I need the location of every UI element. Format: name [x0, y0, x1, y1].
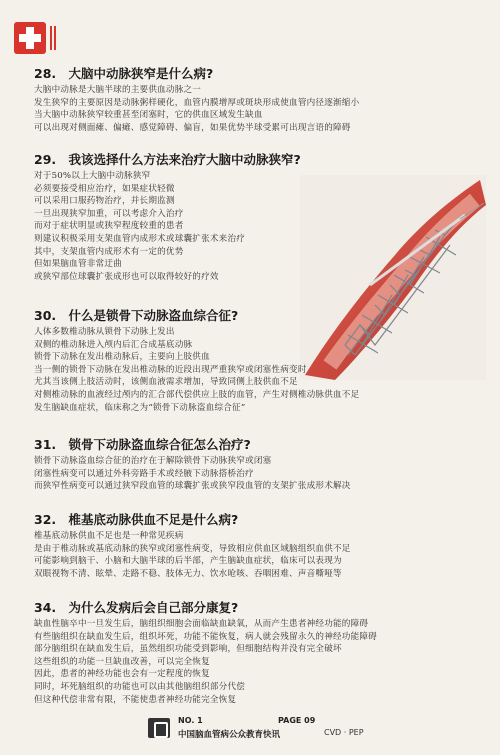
answer-line: 则建议积极采用支架血管内成形术或球囊扩张术来治疗	[34, 233, 246, 244]
answer-line: 可以出现对侧面瘫、偏瘫、感觉障碍、偏盲，如果优势半球受累可出现言语的障碍	[34, 122, 351, 133]
answer-line: 发生狭窄的主要原因是动脉粥样硬化，血管内膜增厚或斑块形成使血管内径逐渐缩小	[34, 97, 360, 108]
question-number: 34.	[34, 600, 57, 615]
answer-line: 同时，坏死脑组织的功能也可以由其他脑组织部分代偿	[34, 681, 246, 692]
answer-line: 可以采用口服药物治疗，并长期监测	[34, 196, 175, 207]
answer-line: 这些组织的功能一旦缺血改善，可以完全恢复	[34, 656, 210, 667]
answer-line: 但如果脑血管非常迂曲	[34, 259, 122, 270]
question-text: 为什么发病后会自己部分康复?	[68, 600, 239, 615]
answer-line: 当大脑中动脉狭窄较重甚至闭塞时，它的供血区域发生缺血	[34, 110, 263, 121]
answer-line: 锁骨下动脉盗血综合征的治疗在于解除锁骨下动脉狭窄或闭塞	[34, 456, 272, 466]
question-text: 锁骨下动脉盗血综合征怎么治疗?	[68, 437, 251, 452]
question-number: 31.	[34, 437, 57, 452]
question-title	[34, 64, 474, 82]
question-text: 大脑中动脉狭窄是什么病?	[68, 66, 214, 81]
question-title	[34, 306, 474, 324]
answer-line: 是由于椎动脉或基底动脉的狭窄或闭塞性病变，导致相应供血区域脑组织血供不足	[34, 543, 351, 554]
answer-line: 双侧的椎动脉进入颅内后汇合成基底动脉	[34, 339, 193, 350]
answer-line: 大脑中动脉是大脑半球的主要供血动脉之一	[34, 85, 202, 95]
publication-icon	[148, 718, 170, 738]
question-number: 30.	[34, 308, 57, 323]
question-number: 32.	[34, 512, 57, 527]
answer-line: 部分脑组织在缺血发生后，虽然组织功能受到影响，但细胞结构并没有完全破坏	[34, 644, 342, 655]
question-text: 我该选择什么方法来治疗大脑中动脉狭窄?	[68, 152, 301, 167]
publication-suffix: CVD · PEP	[324, 728, 364, 737]
question-text: 什么是锁骨下动脉盗血综合征?	[68, 308, 239, 323]
answer-line: 闭塞性病变可以通过外科旁路手术或经腋下动脉搭桥治疗	[34, 468, 254, 479]
question-text: 椎基底动脉供血不足是什么病?	[68, 512, 239, 527]
question-number: 29.	[34, 152, 57, 167]
answer-line: 人体多数椎动脉从锁骨下动脉上发出	[34, 327, 175, 337]
answer-line: 其中，支架血管内成形术有一定的优势	[34, 246, 184, 257]
question-title	[34, 510, 474, 528]
question-number: 28.	[34, 66, 57, 81]
answer-line: 而狭窄性病变可以通过狭窄段血管的球囊扩张或狭窄段血管的支架扩张成形术解决	[34, 481, 351, 492]
logo-stripes	[50, 26, 58, 50]
answer-line: 双眼视物不清、眩晕、走路不稳、肢体无力、饮水呛咳、吞咽困难、声音嘶哑等	[34, 568, 342, 579]
publication-title: 中国脑血管病公众教育快讯	[178, 730, 281, 740]
answer-line: 尤其当该侧上肢活动时，该侧血液需求增加，导致同侧上肢供血不足	[34, 377, 298, 388]
page-footer	[148, 716, 408, 744]
question-title	[34, 435, 474, 453]
question-title	[34, 598, 474, 616]
answer-line: 锁骨下动脉在发出椎动脉后，主要向上肢供血	[34, 352, 210, 363]
page-number: PAGE 09	[278, 716, 316, 725]
red-cross-logo	[14, 22, 46, 54]
issue-number: NO. 1	[178, 716, 203, 725]
answer-line: 缺血性脑卒中一旦发生后，脑组织细胞会面临缺血缺氧，从而产生患者神经功能的障碍	[34, 619, 369, 629]
answer-line: 有些脑组织在缺血发生后，组织坏死，功能不能恢复，病人就会残留永久的神经功能障碍	[34, 631, 377, 642]
answer-line: 对于50%以上大脑中动脉狭窄	[34, 171, 151, 181]
section-28	[34, 64, 474, 134]
question-title	[34, 150, 474, 168]
answer-line: 因此，患者的神经功能也会有一定程度的恢复	[34, 669, 210, 680]
answer-line: 椎基底动脉供血不足也是一种常见疾病	[34, 531, 184, 541]
section-30	[34, 306, 474, 414]
answer-line: 一旦出现狭窄加重，可以考虑介入治疗	[34, 208, 184, 219]
answer-line: 发生脑缺血症状，临床称之为“锁骨下动脉盗血综合征”	[34, 402, 246, 413]
section-32	[34, 510, 474, 580]
section-31	[34, 435, 474, 493]
answer-line: 必须要接受相应治疗，如果症状轻微	[34, 183, 175, 194]
answer-line: 可能影响到脑干、小脑和大脑半球的后半部，产生脑缺血症状，临床可以表现为	[34, 556, 342, 567]
answer-line: 但这种代偿非常有限，不能使患者神经功能完全恢复	[34, 694, 237, 705]
answer-line: 而对于症状明显或狭窄程度较重的患者	[34, 221, 184, 232]
answer-line: 或狭窄部位球囊扩张成形也可以取得较好的疗效	[34, 271, 219, 282]
answer-line: 对侧椎动脉的血液经过颅内的汇合部代偿供应上肢的血管，产生对侧椎动脉供血不足	[34, 389, 360, 400]
answer-line: 当一侧的锁骨下动脉在发出椎动脉的近段出现严重狭窄或闭塞性病变时	[34, 364, 307, 375]
section-34	[34, 598, 474, 706]
